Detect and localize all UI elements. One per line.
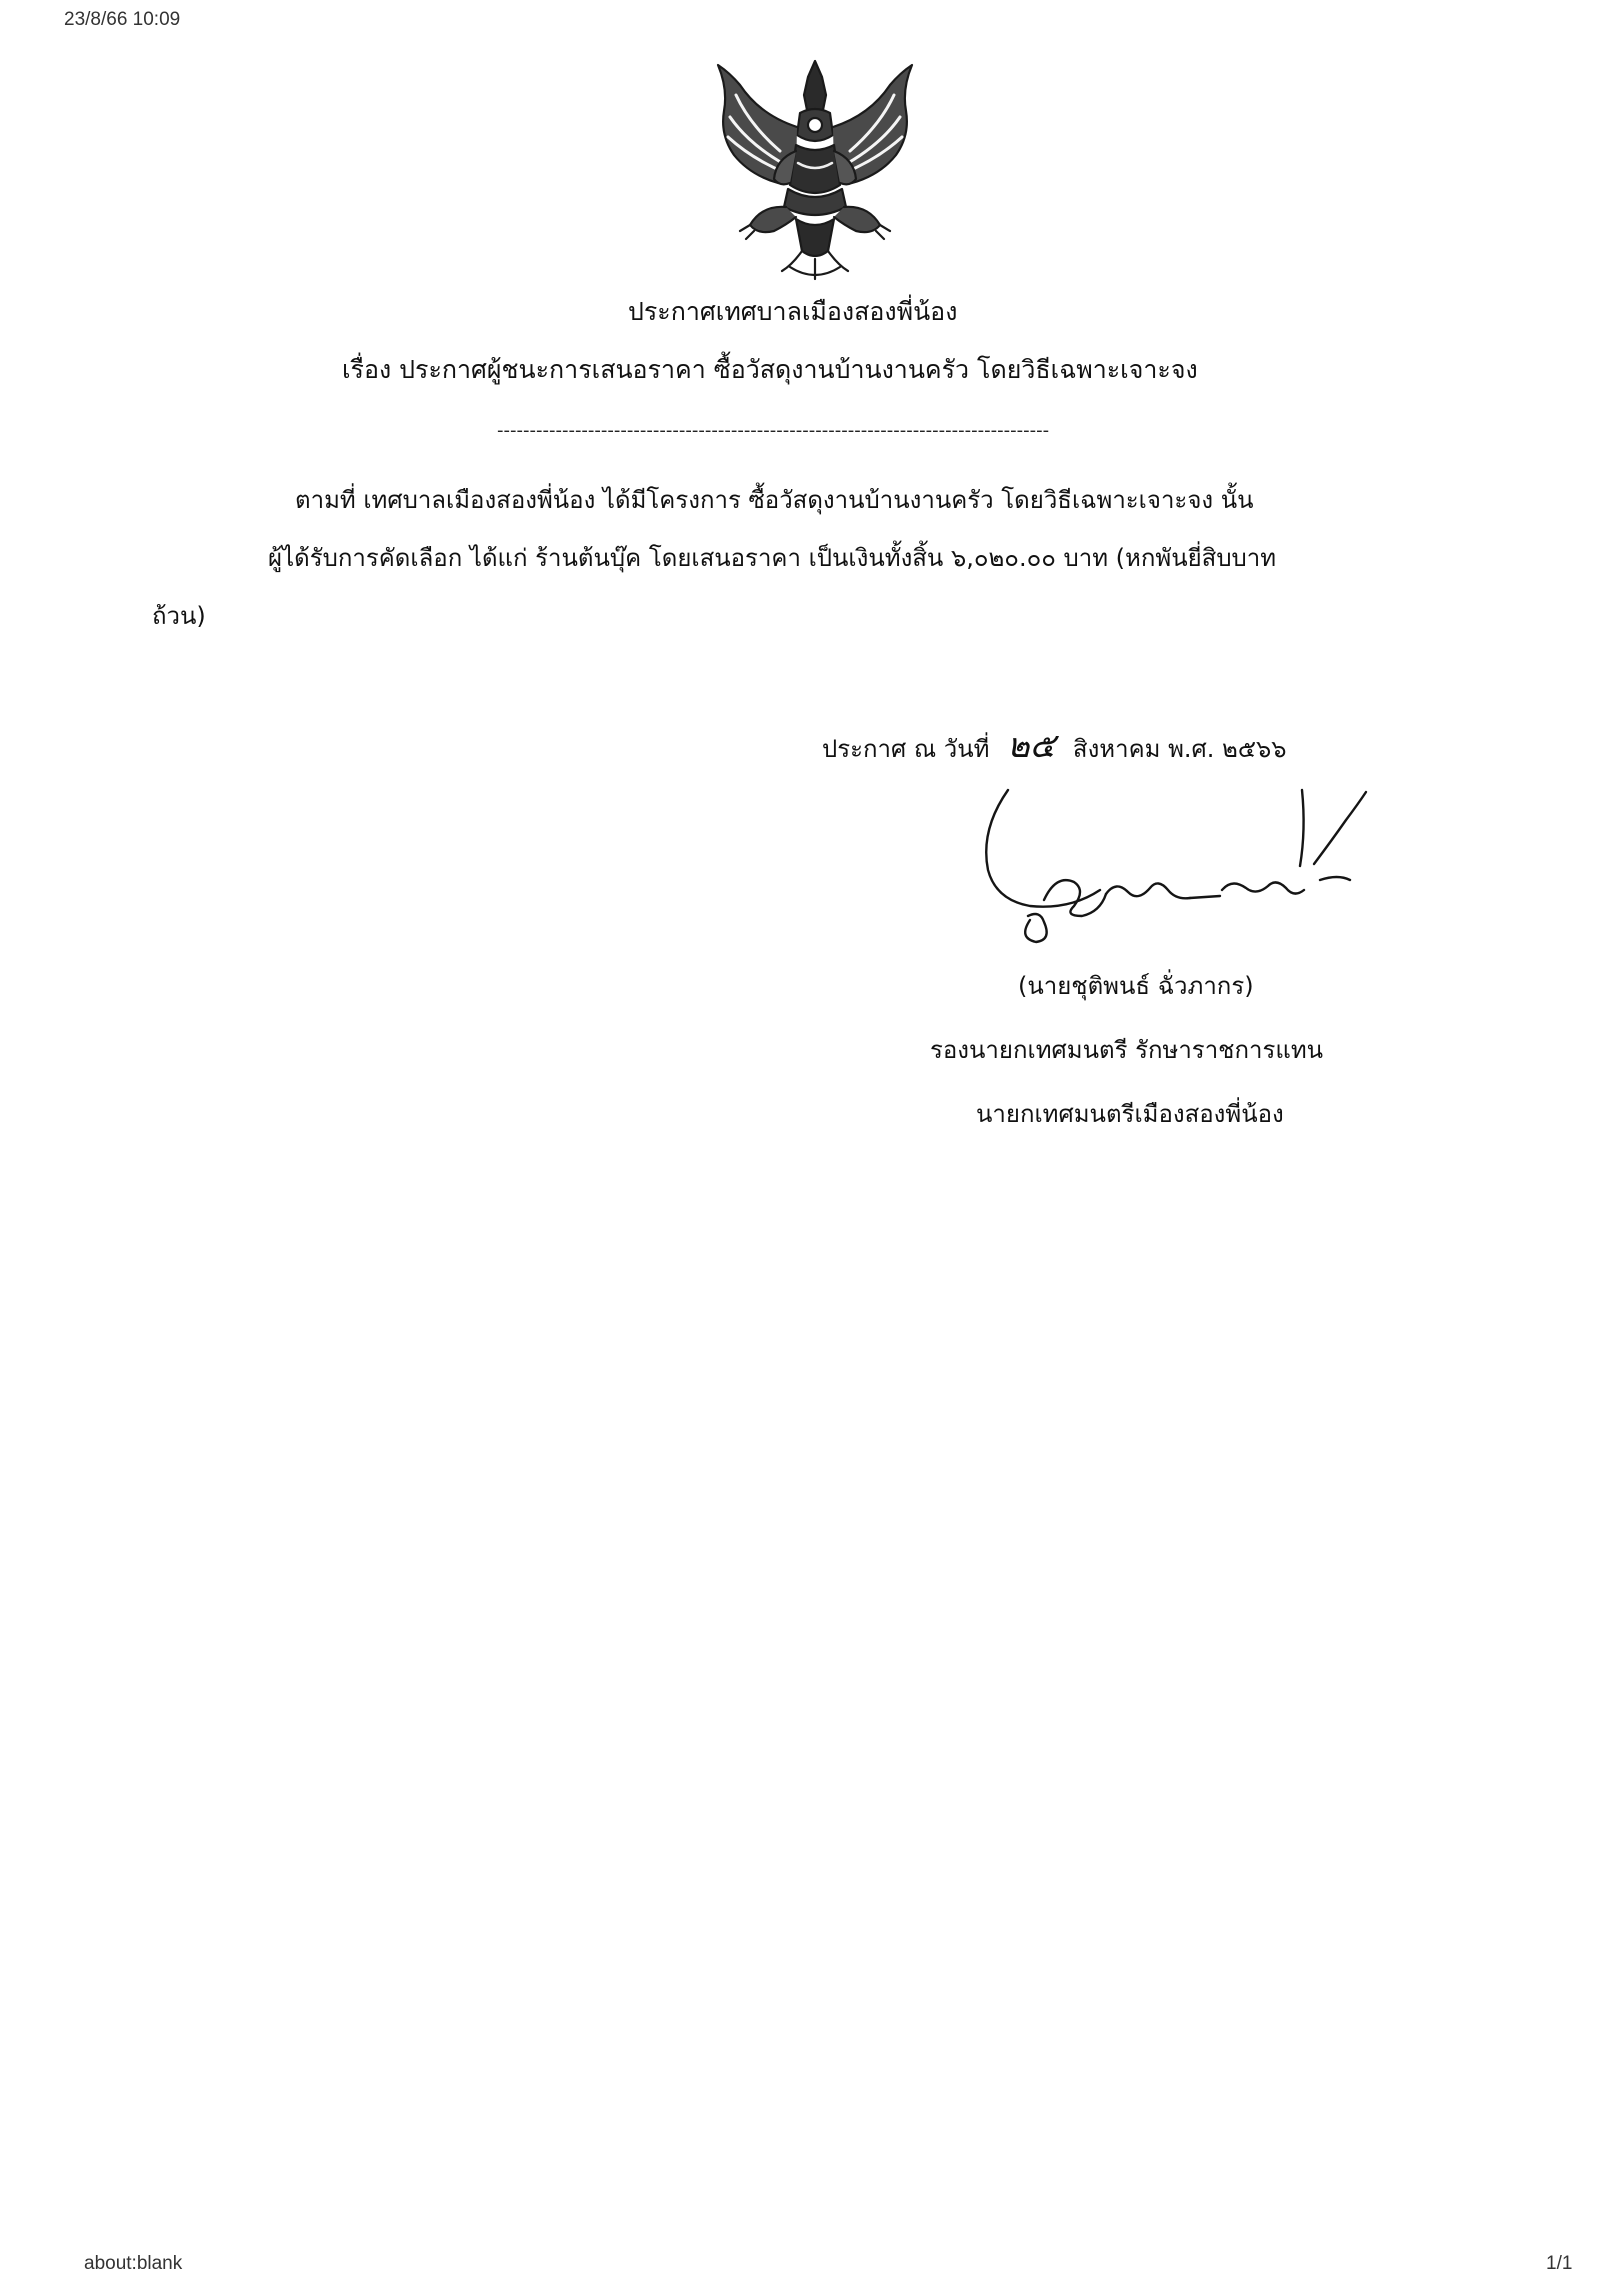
dated-day: ๒๕ xyxy=(1007,726,1056,766)
signatory-name: (นายชุติพนธ์ ฉั่วภากร) xyxy=(1018,972,1254,1000)
separator-line: ------------------------------------------------------------------------------------- xyxy=(497,420,1050,441)
print-timestamp: 23/8/66 10:09 xyxy=(64,9,181,30)
garuda-emblem-icon xyxy=(700,55,930,285)
body-paragraph-line-3: ถ้วน) xyxy=(152,602,206,630)
handwritten-signature xyxy=(970,770,1390,950)
announcement-title: ประกาศเทศบาลเมืองสองพี่น้อง xyxy=(628,297,958,326)
dated-month-year: สิงหาคม พ.ศ. ๒๕๖๖ xyxy=(1072,735,1287,763)
signatory-position-line-2: นายกเทศมนตรีเมืองสองพี่น้อง xyxy=(976,1100,1284,1128)
announcement-subject: เรื่อง ประกาศผู้ชนะการเสนอราคา ซื้อวัสดุงานบ้านงานครัว โดยวิธีเฉพาะเจาะจง xyxy=(342,355,1198,384)
dated-prefix: ประกาศ ณ วันที่ xyxy=(822,735,990,763)
signatory-position-line-1: รองนายกเทศมนตรี รักษาราชการแทน xyxy=(930,1036,1324,1064)
print-footer-page: 1/1 xyxy=(1546,2253,1573,2274)
body-paragraph-line-2: ผู้ได้รับการคัดเลือก ได้แก่ ร้านต้นบุ๊ค โดยเสนอราคา เป็นเงินทั้งสิ้น ๖,๐๒๐.๐๐ บาท (หกพันยี่สิบบาท xyxy=(268,544,1277,572)
body-paragraph-line-1: ตามที่ เทศบาลเมืองสองพี่น้อง ได้มีโครงการ ซื้อวัสดุงานบ้านงานครัว โดยวิธีเฉพาะเจาะจง นั้น xyxy=(295,486,1254,514)
dated-line xyxy=(822,718,1286,772)
print-footer-url: about:blank xyxy=(84,2253,183,2274)
